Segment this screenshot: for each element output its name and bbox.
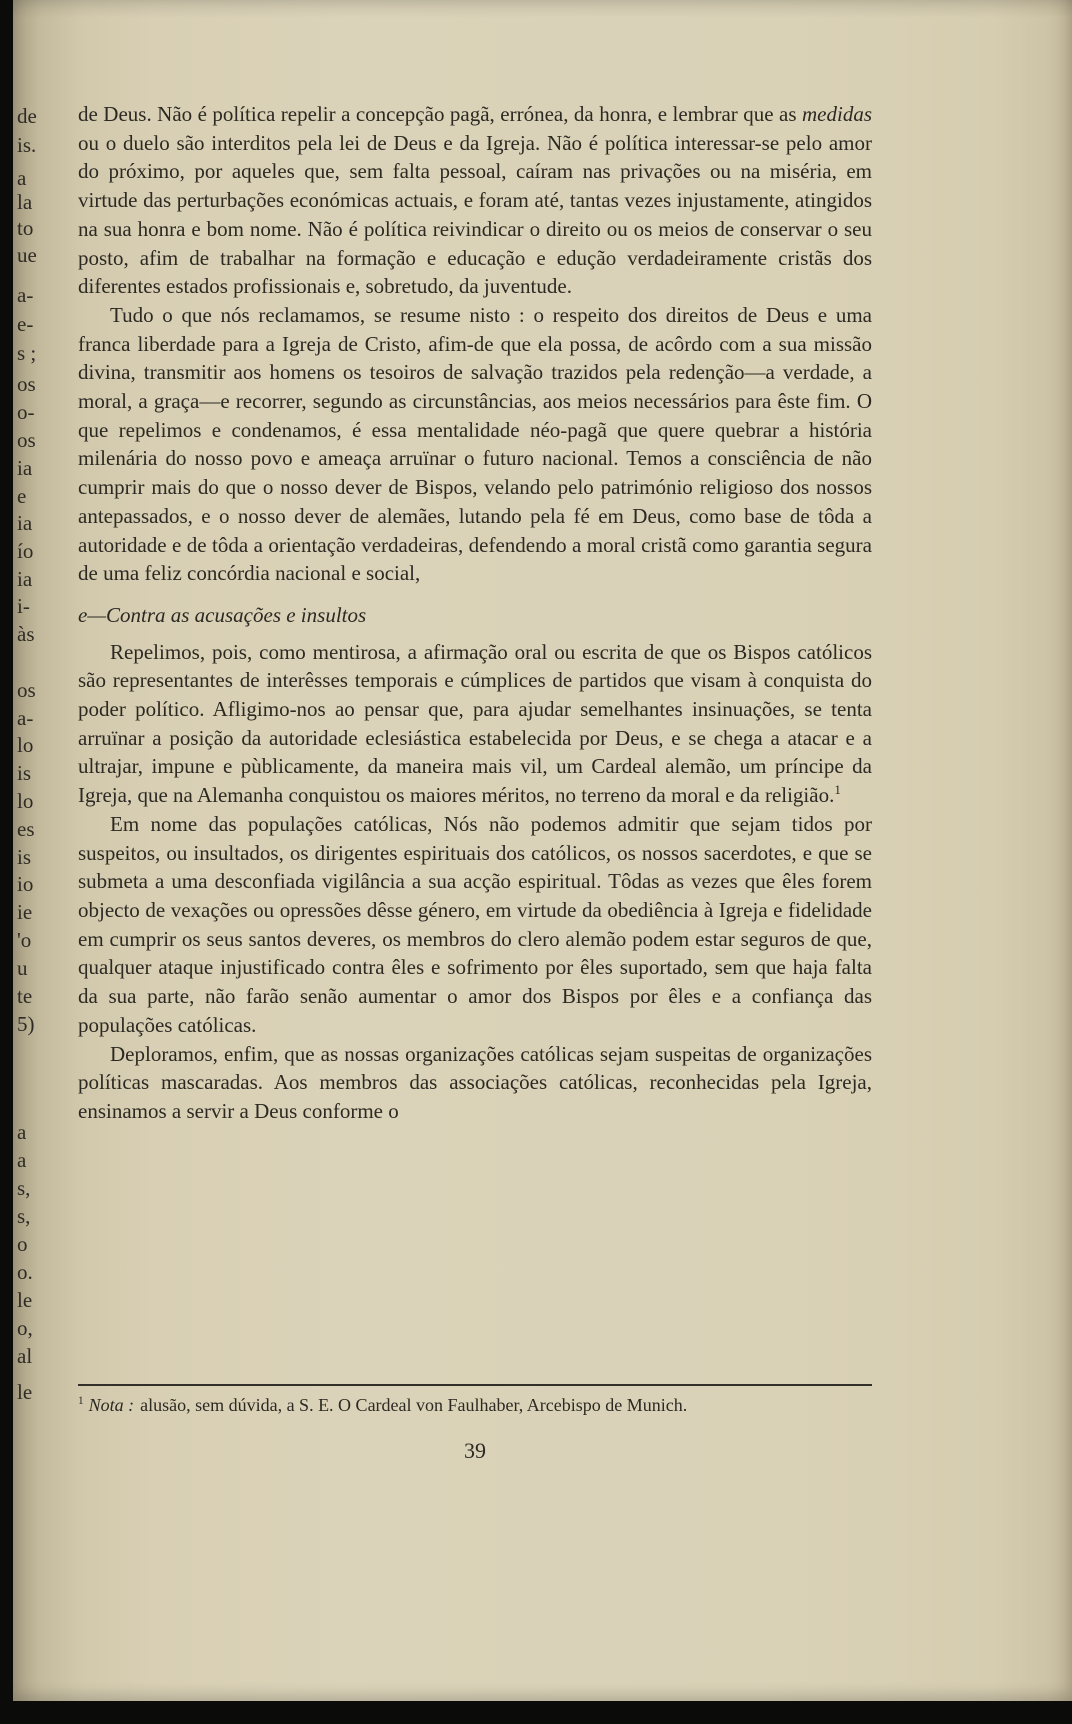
cutoff-text-fragment: i- — [17, 594, 30, 618]
cutoff-text-fragment: a — [17, 1148, 27, 1172]
cutoff-text-fragment: a- — [17, 283, 34, 307]
cutoff-text-fragment: 5) — [17, 1012, 35, 1036]
cutoff-text-fragment: is — [17, 845, 32, 869]
footnote — [78, 1384, 872, 1417]
cutoff-text-fragment: ie — [17, 900, 33, 924]
cutoff-text-fragment: lo — [17, 733, 34, 757]
cutoff-text-fragment: s, — [17, 1204, 31, 1228]
footnote-body: alusão, sem dúvida, a S. E. O Cardeal von Faulhaber, Arcebispo de Munich. — [140, 1395, 688, 1415]
cutoff-text-fragment: a- — [17, 706, 34, 730]
cutoff-text-fragment: os — [17, 372, 36, 396]
paragraph: Deploramos, enfim, que as nossas organizações católicas sejam suspeitas de organizações políticas mascaradas. Aos membros das associações católicas, reconhecidas pela Igreja, ensinamos a servir a Deus conforme o — [78, 1041, 872, 1123]
cutoff-text-fragment: la — [17, 190, 33, 214]
cutoff-text-fragment: is. — [17, 133, 37, 157]
text-column — [78, 100, 872, 1126]
cutoff-text-fragment: os — [17, 678, 36, 702]
cutoff-text-fragment: 'o — [17, 928, 32, 952]
footnote-text — [78, 1386, 872, 1417]
cutoff-text-fragment: te — [17, 984, 33, 1008]
cutoff-text-fragment: al — [17, 1344, 33, 1368]
cutoff-text-fragment: lo — [17, 789, 34, 813]
cutoff-text-fragment: o. — [17, 1260, 33, 1284]
cutoff-text-fragment: s, — [17, 1176, 31, 1200]
cutoff-text-fragment: le — [17, 1380, 33, 1404]
cutoff-text-fragment: to — [17, 216, 34, 240]
cutoff-text-fragment: a — [17, 1120, 27, 1144]
footnote-label: Nota : — [88, 1395, 135, 1415]
cutoff-text-fragment: e — [17, 484, 27, 508]
cutoff-text-fragment: o, — [17, 1316, 33, 1340]
paragraph: Em nome das populações católicas, Nós não podemos admitir que sejam tidos por suspeitos, ou insultados, os dirigentes espirituais dos católicos, os nossos sacerdotes, e que se submeta a uma desconfiada vigilância a sua acção espiritual. Tôdas as vezes que êles forem objecto de vexações ou opressões dêsse género, em virtude da obediência à Igreja e fidelidade em cumprir os seus santos deveres, os membros do clero alemão podem estar seguros de que, qualquer ataque injustificado contra êles e sofrimento por êles suportado, sem que haja falta da sua parte, não farão senão aumentar o amor dos Bispos por êles e a confiança das populações católicas. — [78, 811, 872, 1037]
cutoff-text-fragment: de — [17, 104, 37, 128]
cutoff-text-fragment: ia — [17, 567, 33, 591]
cutoff-text-fragment: s ; — [17, 341, 37, 365]
cutoff-text-fragment: is — [17, 761, 32, 785]
cutoff-text-fragment: ia — [17, 511, 33, 535]
cutoff-text-fragment: os — [17, 428, 36, 452]
paragraph: Tudo o que nós reclamamos, se resume nisto : o respeito dos direitos de Deus e uma franca liberdade para a Igreja de Cristo, afim-de que ela possa, de acôrdo com a sua missão divina, transmitir aos homens os tesoiros de salvação trazidos pela redenção—a verdade, a moral, a graça—e recorrer, segundo as circunstâncias, aos meios necessários para êste fim. O que repelimos e condenamos, é essa mentalidade néo-pagã que quere quebrar a história milenária do nosso povo e ameaça arruïnar o futuro nacional. Temos a consciência de não cumprir mais do que o nosso dever de Bispos, velando pelo património religioso dos nossos antepassados, e o nosso dever de alemães, lutando pela fé em Deus, como base de tôda a autoridade e de tôda a orientação verdadeiras, defendendo a moral cristã como garantia segura de uma feliz concórdia nacional e social, — [78, 302, 872, 586]
book-page — [13, 0, 1072, 1701]
cutoff-text-fragment: e- — [17, 312, 34, 336]
cutoff-text-fragment: es — [17, 817, 35, 841]
cutoff-text-fragment: ue — [17, 243, 37, 267]
cutoff-text-fragment: io — [17, 872, 34, 896]
margin-fragments — [17, 0, 71, 1701]
page-number: 39 — [464, 1438, 486, 1463]
cutoff-text-fragment: le — [17, 1288, 33, 1312]
paragraph: Repelimos, pois, como mentirosa, a afirmação oral ou escrita de que os Bispos católicos são representantes de interêsses temporais e cúmplices de partidos que visam à conquista do poder político. Afligimo-nos ao pensar que, para ajudar semelhantes insinuações, se tenta arruïnar a posição da autoridade eclesiástica estabelecida por Deus, e se chega a atacar e a ultrajar, impune e pùblicamente, da maneira mais vil, um Cardeal alemão, um príncipe da Igreja, que na Alemanha conquistou os maiores méritos, no terreno da moral e da religião.$^1$ — [78, 639, 872, 808]
cutoff-text-fragment: u — [17, 956, 28, 980]
paragraph: de Deus. Não é política repelir a concepção pagã, errónea, da honra, e lembrar que as medidas ou o duelo são interditos pela lei de Deus e da Igreja. Não é política interessar-se pelo amor do próximo, por aqueles que, sem falta pessoal, caíram nas privações ou na miséria, em virtude das perturbações económicas actuais, e foram até, tantas vezes injustamente, atingidos na sua honra e bom nome. Não é política reivindicar o direito ou os meios de conservar o seu posto, afim de trabalhar na formação e educação e edução verdadeiramente cristãs dos diferentes estados profissionais e, sobretudo, da juventude. — [78, 102, 872, 299]
section-heading: e—Contra as acusações e insultos — [78, 602, 367, 627]
cutoff-text-fragment: o — [17, 1232, 28, 1256]
footnote-marker: 1 — [78, 1395, 84, 1407]
cutoff-text-fragment: a — [17, 166, 27, 190]
cutoff-text-fragment: o- — [17, 400, 35, 424]
cutoff-text-fragment: às — [17, 622, 35, 646]
cutoff-text-fragment: ío — [17, 539, 34, 563]
cutoff-text-fragment: ia — [17, 456, 33, 480]
